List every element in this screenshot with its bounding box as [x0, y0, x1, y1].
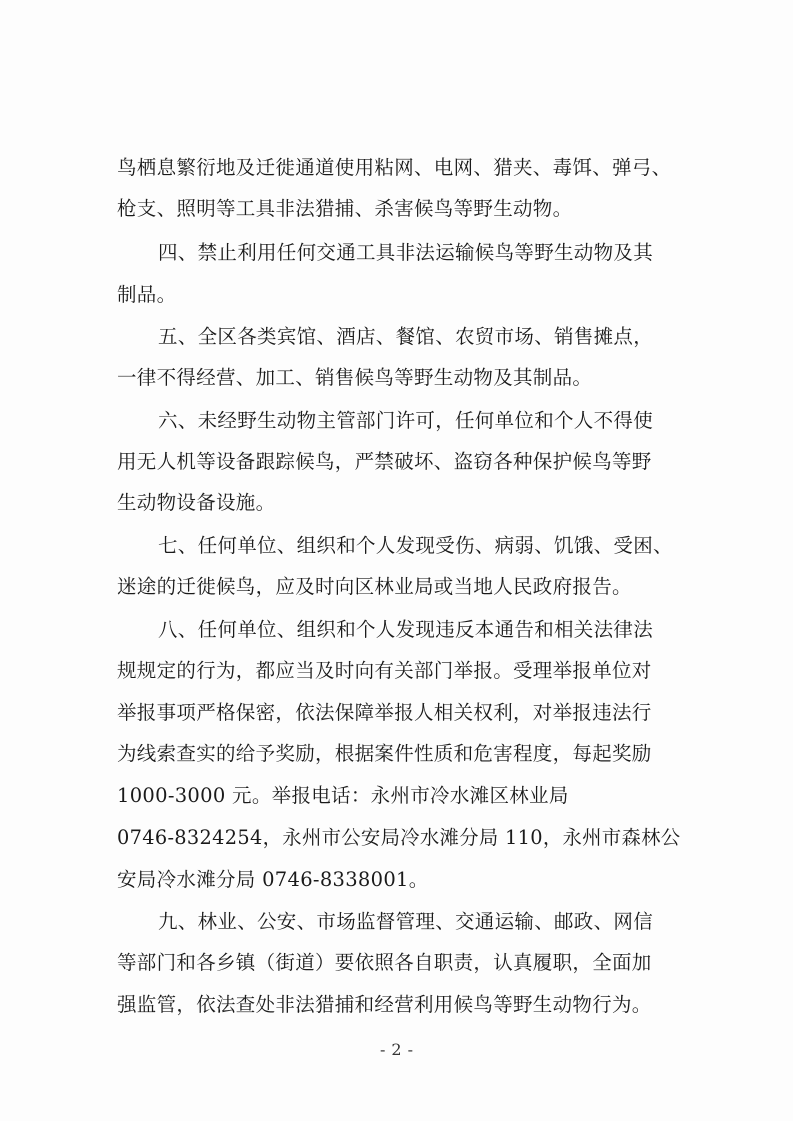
page-footer	[0, 1040, 793, 1060]
text-line-19: 九、林业、公安、市场监督管理、交通运输、邮政、网信	[158, 910, 654, 933]
text-line-11: 迷途的迁徙候鸟，应及时向区林业局或当地人民政府报告。	[117, 575, 632, 598]
text-line-16: 1000-3000 元。举报电话：永州市冷水滩区林业局	[117, 784, 569, 807]
text-line-12: 八、任何单位、组织和个人发现违反本通告和相关法律法	[158, 618, 654, 641]
text-line-14: 举报事项严格保密，依法保障举报人相关权利，对举报违法行	[117, 701, 652, 724]
text-line-5: 五、全区各类宾馆、酒店、餐馆、农贸市场、销售摊点，	[158, 325, 654, 348]
text-line-2: 枪支、照明等工具非法猎捕、杀害候鸟等野生动物。	[117, 197, 573, 220]
text-line-18: 安局冷水滩分局 0746-8338001。	[117, 868, 429, 891]
text-line-4: 制品。	[117, 283, 177, 306]
page-number-dash-left: -	[380, 1040, 386, 1059]
text-line-17: 0746-8324254，永州市公安局冷水滩分局 110，永州市森林公	[117, 826, 681, 849]
text-line-6: 一律不得经营、加工、销售候鸟等野生动物及其制品。	[117, 366, 593, 389]
text-line-13: 规规定的行为，都应当及时向有关部门举报。受理举报单位对	[117, 659, 652, 682]
page-number: 2	[391, 1040, 402, 1059]
text-line-1: 鸟栖息繁衍地及迁徙通道使用粘网、电网、猎夹、毒饵、弹弓、	[117, 156, 672, 179]
text-line-15: 为线索查实的给予奖励，根据案件性质和危害程度，每起奖励	[117, 742, 652, 765]
text-line-7: 六、未经野生动物主管部门许可，任何单位和个人不得使	[158, 409, 654, 432]
page-number-dash-right: -	[407, 1040, 413, 1059]
text-line-21: 强监管，依法查处非法猎捕和经营利用候鸟等野生动物行为。	[117, 993, 652, 1016]
text-line-3: 四、禁止利用任何交通工具非法运输候鸟等野生动物及其	[158, 241, 654, 264]
text-line-10: 七、任何单位、组织和个人发现受伤、病弱、饥饿、受困、	[158, 534, 673, 557]
text-line-9: 生动物设备设施。	[117, 491, 276, 514]
text-line-8: 用无人机等设备跟踪候鸟，严禁破坏、盗窃各种保护候鸟等野	[117, 450, 652, 473]
text-line-20: 等部门和各乡镇（街道）要依照各自职责，认真履职，全面加	[117, 951, 652, 974]
